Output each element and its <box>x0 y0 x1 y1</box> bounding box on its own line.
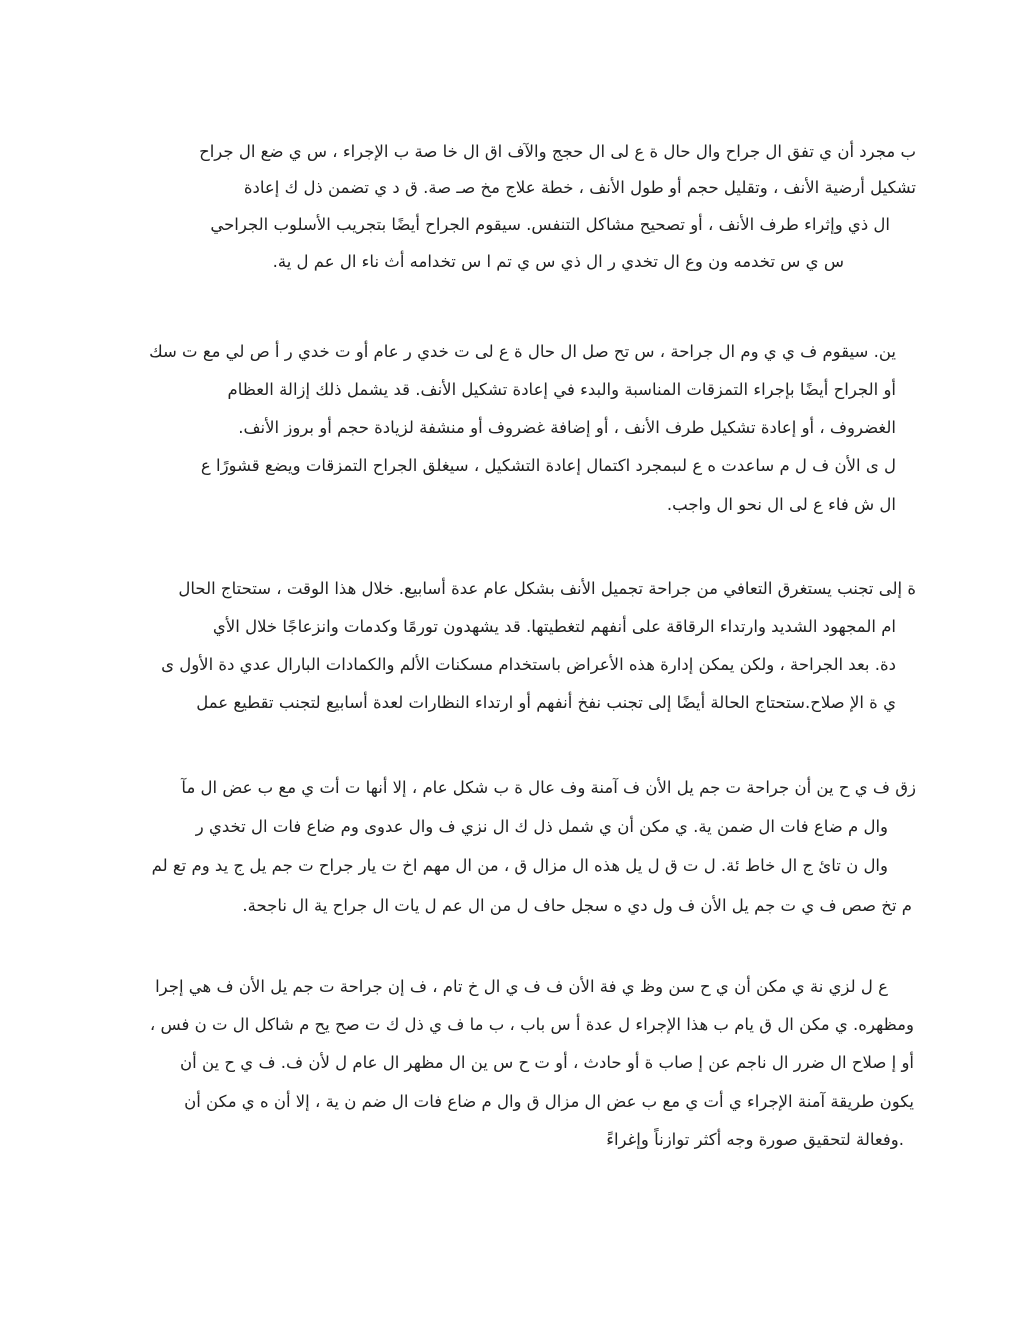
paragraph-3-line-4: ي ة الإ صلاح.ستحتاج الحالة أيضًا إلى تجنب نفخ أنفهم أو ارتداء النظارات لعدة أسابيع لتجنب تقطيع عمل <box>196 693 896 712</box>
paragraph-4-line-3: وال ن تائ ج ال خاط ئة. ل ت ق ل يل هذه ال مزال ق ، من ال مهم اخ ت يار جراح ت جم يل ج يد وم تع لم <box>151 856 888 875</box>
paragraph-5-line-5: .وفعالة لتحقيق صورة وجه أكثر توازناً وإغراءً <box>606 1130 904 1149</box>
paragraph-2-line-1: ين. سيقوم ف ي ي وم ال جراحة ، س تح صل ال حال ة ع لى ت خدي ر عام أو ت خدي ر أ ص لي مع ت سك <box>149 342 896 361</box>
paragraph-2-line-4: ل ى الأن ف ل م ساعدت ه ع لىبمجرد اكتمال إعادة التشكيل ، سيغلق الجراح التمزقات ويضع قشورًا ع <box>200 456 896 475</box>
paragraph-5-line-4: يكون طريقة آمنة الإجراء ي أت ي مع ب عض ال مزال ق وال م ضاع فات ال ضم ن ية ، إلا أن ه ي مكن أن <box>184 1092 914 1111</box>
paragraph-4-line-2: وال م ضاع فات ال ضمن ية. ي مكن أن ي شمل ذل ك ال نزي ف وال عدوى وم ضاع فات ال تخدي ر <box>195 817 888 836</box>
paragraph-1-line-4: س ي س تخدمه ون وع ال تخدي ر ال ذي س ي تم ا س تخدامه أث ناء ال عم ل ية. <box>272 252 844 271</box>
paragraph-1-line-1: ب مجرد أن ي تفق ال جراح وال حال ة ع لى ال حجج والآف اق ال خا صة ب الإجراء ، س ي ضع ال جراح <box>199 142 916 161</box>
paragraph-5-line-1: ع ل لزي نة ي مكن أن ي ح سن وظ ي فة الأن ف ف ي ال خ تام ، ف إن جراحة ت جم يل الأن ف هي إجرا <box>155 977 888 996</box>
paragraph-2-line-2: أو الجراح أيضًا بإجراء التمزقات المناسبة والبدء في إعادة تشكيل الأنف. قد يشمل ذلك إزالة العظام <box>227 380 896 399</box>
paragraph-4-line-4: م تخ صص ف ي ت جم يل الأن ف ول دي ه سجل حاف ل من ال عم ل يات ال جراح ية ال ناجحة. <box>242 896 912 915</box>
paragraph-1-line-3: ال ذي وإثراء طرف الأنف ، أو تصحيح مشاكل التنفس. سيقوم الجراح أيضًا بتجريب الأسلوب الجراحي <box>210 215 890 234</box>
paragraph-1-line-2: تشكيل أرضية الأنف ، وتقليل حجم أو طول الأنف ، خطة علاج مخ صـ صة. ق د ي تضمن ذل ك إعادة <box>243 178 916 197</box>
paragraph-2-line-3: الغضروف ، أو إعادة تشكيل طرف الأنف ، أو إضافة غضروف أو منشفة لزيادة حجم أو بروز الأنف. <box>238 418 896 437</box>
paragraph-5-line-2: ومظهره. ي مكن ال ق يام ب هذا الإجراء ل عدة أ س باب ، ب ما ف ي ذل ك ت صح يح م شاكل ال ت ن فس ، <box>149 1015 914 1034</box>
paragraph-3-line-1: ة إلى تجنب يستغرق التعافي من جراحة تجميل الأنف بشكل عام عدة أسابيع. خلال هذا الوقت ، ستحتاج الحال <box>178 579 916 598</box>
paragraph-4-line-1: زق ف ي ح ين أن جراحة ت جم يل الأن ف آمنة وف عال ة ب شكل عام ، إلا أنها ت أت ي مع ب عض ال مآ <box>181 778 916 797</box>
paragraph-3-line-2: ام المجهود الشديد وارتداء الرقاقة على أنفهم لتغطيتها. قد يشهدون تورمًا وكدمات وانزعاجًا خلال الأي <box>212 617 896 636</box>
paragraph-3-line-3: دة. بعد الجراحة ، ولكن يمكن إدارة هذه الأعراض باستخدام مسكنات الألم والكمادات البارال عدي دة الأول ى <box>161 655 896 674</box>
paragraph-5-line-3: أو إ صلاح ال ضرر ال ناجم عن إ صاب ة أو حادث ، أو ت ح س ين ال مظهر ال عام ل لأن ف. ف ي ح ين أن <box>180 1053 914 1072</box>
paragraph-2-line-5: ال ش فاء ع لى ال نحو ال واجب. <box>666 495 896 514</box>
